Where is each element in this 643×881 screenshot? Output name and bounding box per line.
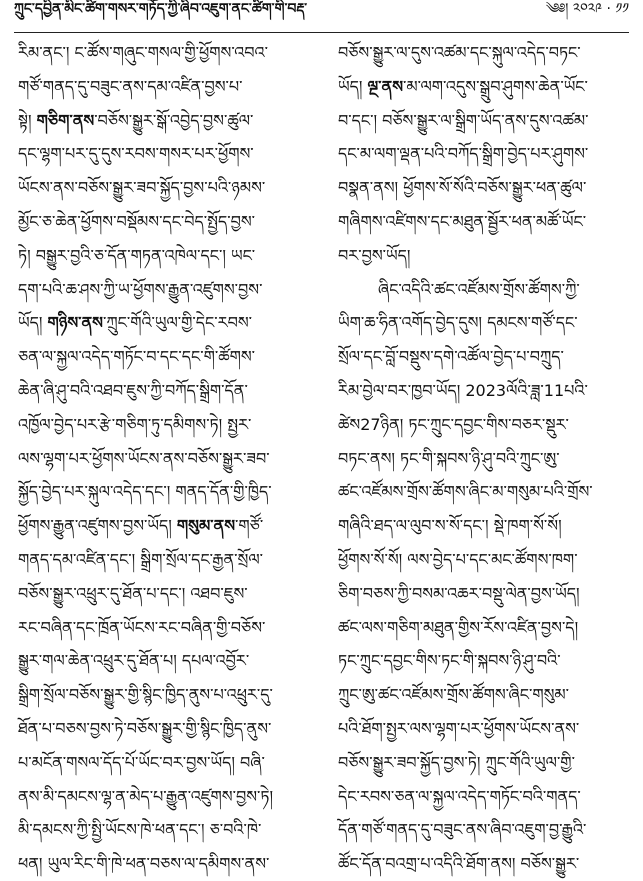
- right-text-line: ཕྱོགས་སོ་སོ། ལས་བྱེད་པ་དང་མང་ཚོགས་ཁག་: [338, 549, 578, 569]
- left-text-line: འཁྱོལ་བྱེད་པར་རྩེ་གཅིག་ཏུ་དམིགས་ཏེ། སྤྱར་: [18, 414, 252, 434]
- right-text-line: བ་དང་། བཅོས་སྒྱུར་ལ་སྒྲིག་ཡོད་ནས་དུས་འཚམ་: [338, 110, 589, 130]
- running-title: ཀྲུང་དབྱིན་མིང་ཚིག་གསར་གཏོད་ཀྱི་ཞིབ་འཇུག་ནང་ཚིག་གི་བརྡ་: [14, 1, 308, 17]
- right-text-line: ཞིང་འདིའི་ཚང་འཛོམས་གྲོས་ཚོགས་ཀྱི་: [378, 279, 580, 299]
- left-text-line: ཡོངས་ནས་བཅོས་སྒྱུར་ཟབ་སྐྱོད་བྱས་པའི་ཉམས་: [18, 178, 266, 198]
- right-text-line: ཏང་ཀྲུང་དབྱང་གིས་ཏང་གི་སྐབས་ཉི་ཤུ་བའི་: [338, 651, 561, 671]
- page-number: ༄༅། ༢༠༢༩ · ༡༡: [545, 1, 629, 17]
- left-text-line: ཡོད། གཉིས་ནས་ཀྲུང་གོའི་ཡུལ་གྱི་དེང་རབས་: [18, 313, 253, 333]
- right-text-line: བཏང་ནས། ཏང་གི་སྐབས་ཉི་ཤུ་བའི་ཀྲུང་ཨུ་: [338, 448, 560, 468]
- left-text-line: མྱོང་ཅ་ཆེན་ཕྱོགས་བསྡོམས་དང་བེད་སྤྱོད་བྱས་: [18, 211, 256, 231]
- right-text-line: ཅིག་བཅས་ཀྱི་བསམ་འཆར་བསྡུ་ལེན་བྱས་ཡོད།: [338, 583, 580, 603]
- left-text-line: ཐོན་པ་བཅས་བྱས་ཏེ་བཅོས་སྒྱུར་གྱི་སྙིང་ཁྱིད་ནུས་: [18, 718, 272, 738]
- right-text-line: ཚེས27ཉིན། ཏང་ཀྲུང་དབྱང་གིས་བཅར་སྡུར་: [338, 414, 569, 434]
- left-text-line: ཕན། ཡུལ་རིང་གི་ཁེ་ཕན་བཅས་ལ་དམིགས་ནས་: [18, 854, 270, 874]
- right-text-line: བཅོས་སྒྱུར་ལ་དུས་འཚམ་དང་སྐུལ་འདེད་བཏང་: [338, 43, 581, 62]
- left-text-line: གནད་དམ་འཛིན་དང་། སྒྲིག་སྲོལ་དང་རྒྱན་སྲོལ་: [18, 549, 263, 569]
- right-text-line: རིམ་བྱེལ་བར་ཁྱབ་ཡོད། 2023ལོའི་ཟླ་11པའི་: [338, 380, 588, 400]
- right-text-line: དེང་རབས་ཅན་ལ་སྐྱལ་འདེད་གཏོང་བའི་གནད་: [338, 786, 581, 806]
- left-text-line: བཅོས་སྒྱུར་འཕྲུར་དུ་ཐོན་པ་དང་། འཐབ་ཇུས་: [18, 583, 248, 603]
- left-text-line: རང་བཞིན་དང་ཁྲོན་ཡོངས་རང་བཞིན་གྱི་བཅོས་: [18, 617, 266, 637]
- left-text-line: ལས་ལྷག་པར་ཕྱོགས་ཡོངས་ནས་བཅོས་སྒྱུར་ཟབ་: [18, 448, 270, 468]
- right-text-line: ཚང་འཛོམས་གྲོས་ཚོགས་ཞིང་མ་གསུམ་པའི་གྲོས་: [338, 482, 593, 502]
- right-text-line: བར་བྱས་ཡོད།: [338, 245, 411, 265]
- right-text-line: ཀྲུང་ཨུ་ཚང་འཛོམས་གྲོས་ཚོགས་ཞིང་གསུམ་: [338, 685, 569, 705]
- right-text-line: གཞིའི་ཐད་ལ་ལུབ་ས་སོ་དང་། སྡེ་ཁག་སོ་སོ།: [338, 516, 562, 536]
- left-text-line: ཆེན་ཞི་ཤུ་བའི་འཐབ་ཇུས་ཀྱི་བཀོད་སྒྲིག་དོན་: [18, 380, 248, 400]
- left-text-line: དག་པའི་ཆ་ཤས་ཀྱི་ཡ་ཕྱོགས་རྒྱུན་འཛུགས་བྱས་: [18, 279, 263, 299]
- right-column: [338, 36, 613, 874]
- right-text-line: དོན་གཙོ་གནད་དུ་བཟུང་ནས་ཞིབ་འཇུག་བྱ་རྒྱུའི་: [338, 820, 587, 840]
- right-text-line: བཅོས་སྒྱུར་ཟབ་སྐྱོད་བྱས་ཏེ། ཀྲུང་གོའི་ཡུལ་གྱི་: [338, 752, 575, 772]
- left-text-line: སྒྲིག་སྲོལ་བཅོས་སྒྱུར་གྱི་སྙིང་ཁྱིད་ནུས་པ་འཕྲུར་དུ་: [18, 685, 273, 705]
- left-text-line: ཕྱོགས་རྒྱུན་འཛུགས་བྱས་ཡོད། གསུམ་ནས་གཙོ་: [18, 516, 264, 536]
- right-text-line: གཞིགས་འཛིགས་དང་མཐུན་སྦྱོར་ཕན་མཚོ་ཡོང་: [338, 211, 587, 231]
- right-text-line: ཚོང་དོན་བའགྲ་པ་འདིའི་ཐོག་ནས། བཅོས་སྒྱུར་: [338, 854, 580, 874]
- right-text-line: ཡིག་ཆ་ཧིན་འགོད་བྱེད་དུས། དམངས་གཙོ་དང་: [338, 313, 578, 333]
- left-text-line: ནས་མི་དམངས་ལྷ་ན་མེད་པ་རྒྱུན་འཛུགས་བྱས་ཏེ།: [18, 786, 274, 806]
- left-text-line: སྐྱོད་བྱེད་པར་སྐུལ་འདེད་དང་། གནད་དོན་གྱི་ཁྱིད་: [18, 482, 272, 502]
- right-text-line: བསྣན་ནས། ཕྱོགས་སོ་སོའི་བཅོས་སྒྱུར་ཕན་ཚུལ་: [338, 178, 587, 198]
- bold-heading-run: གསུམ་ནས: [176, 516, 236, 536]
- left-text-line: རིམ་ནང་། ང་ཚོས་གཞུང་གསལ་གྱི་ཕྱོགས་འབའ་: [18, 43, 268, 62]
- left-text-line: པ་མངོན་གསལ་དོད་པོ་ཡོང་བར་བྱས་ཡོད། བཞི་: [18, 752, 265, 772]
- left-text-line: སྟེ། གཅིག་ནས་བཅོས་སྒྱུར་སྒོ་འབྱེད་བྱས་ཚུལ་: [18, 110, 254, 130]
- left-text-line: ཅན་ལ་སྐྱལ་འདེད་གཏོང་བ་དང་དང་གི་ཚོགས་: [18, 347, 256, 367]
- bold-heading-run: གཉིས་ནས: [47, 313, 103, 333]
- page-header: [14, 1, 629, 33]
- left-text-line: མི་དམངས་ཀྱི་སྤྱི་ཡོངས་ཁེ་ཕན་དང་། ཅ་བའི་ཁེ་: [18, 820, 262, 840]
- right-text-line: དང་མ་ལག་ལྡན་པའི་བཀོད་སྒྲིག་བྱེད་པར་ཤུགས་: [338, 144, 589, 164]
- bold-heading-run: ལྔ་ནས: [367, 76, 404, 96]
- left-text-line: སྒྱུར་གལ་ཆེན་འཕྲུར་དུ་ཐོན་པ། དཔལ་འབྱོར་: [18, 651, 250, 671]
- left-text-line: ཏེ། བསྒྱུར་བྱའི་ཅ་དོན་གཏན་འཁེལ་དང་། ཡང་: [18, 245, 256, 265]
- bold-heading-run: གཅིག་ནས: [36, 110, 95, 130]
- right-text-line: ཡོད། ལྔ་ནས་མ་ལག་འདུས་སྒྲུབ་ཤུགས་ཆེན་ཡོང་: [338, 76, 588, 96]
- left-text-line: དང་ལྷག་པར་དུ་དུས་རབས་གསར་པར་ཕྱོགས་: [18, 144, 254, 164]
- left-text-line: གཙོ་གནད་དུ་བཟུང་ནས་དམ་འཛིན་བྱས་པ་: [18, 76, 243, 96]
- right-text-line: པའི་ཐོག་སྤྱར་ལས་ལྷག་པར་ཕྱོགས་ཡོངས་ནས་: [338, 718, 580, 738]
- right-text-line: སྲོལ་དང་བློ་བསྡུས་དགེ་འཚོལ་བྱེད་པ་བཀྲུད་: [338, 347, 564, 367]
- left-column: [18, 36, 293, 874]
- right-text-line: ཚང་ལས་གཅིག་མཐུན་གྱིས་རོས་འཛིན་བྱས་དེ།: [338, 617, 579, 637]
